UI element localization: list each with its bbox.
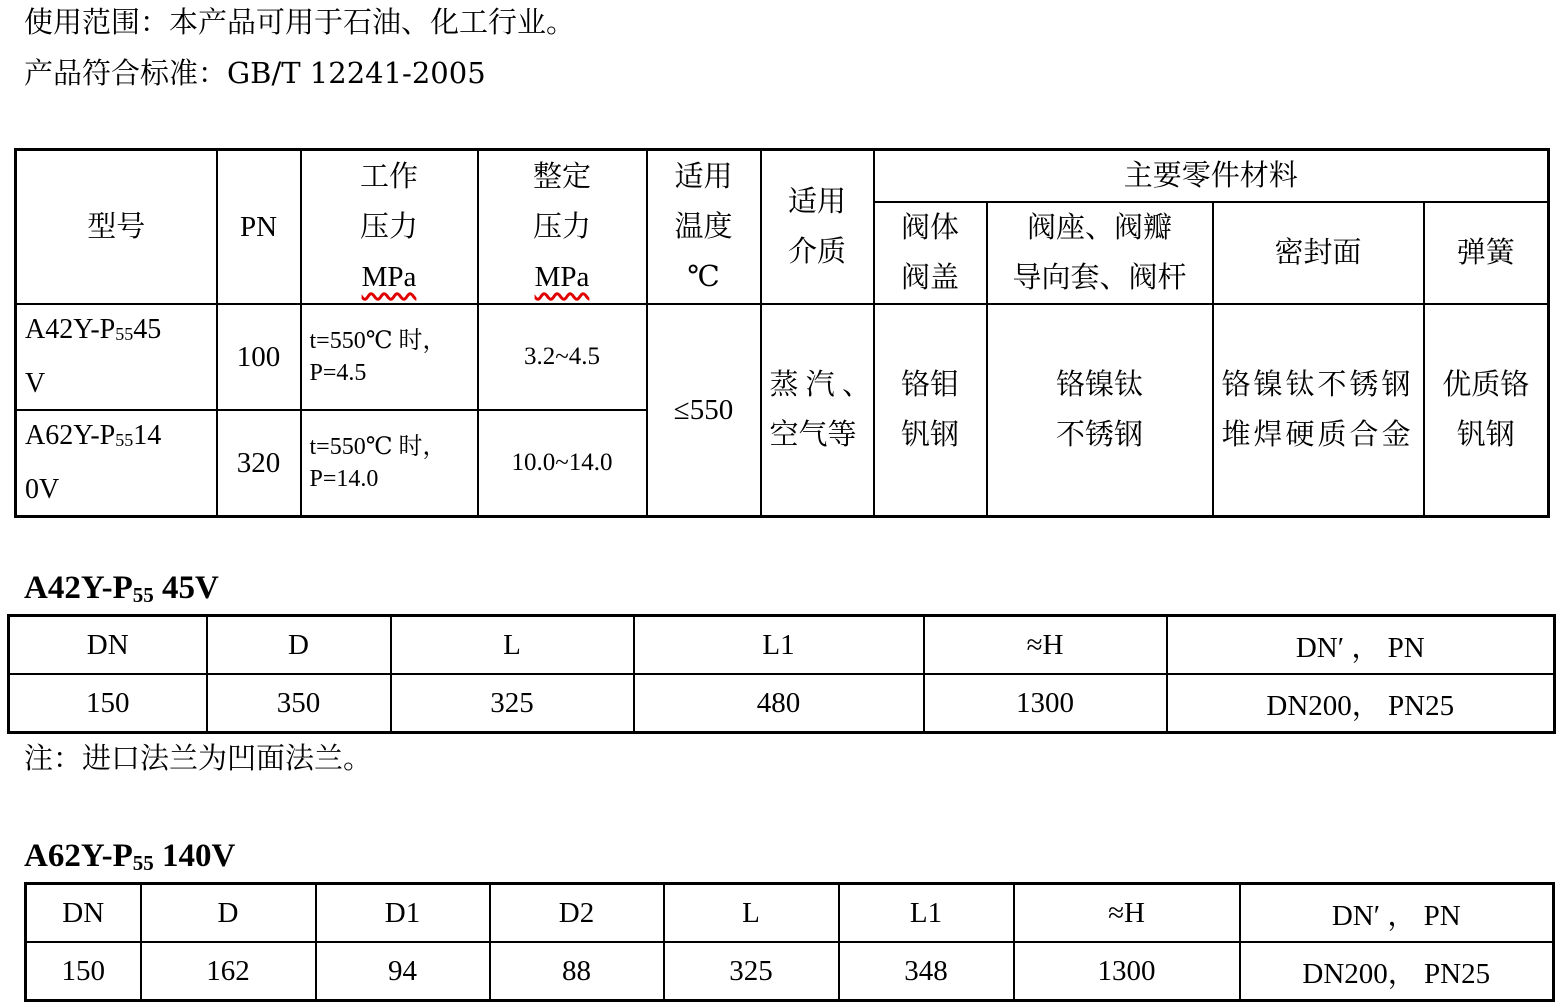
table-header-row xyxy=(26,884,1554,943)
table-row: 150 162 94 88 325 348 1300 DN200， PN25 xyxy=(26,942,1554,1001)
dimension-table-a42y xyxy=(7,614,1556,734)
pn-cell: 320 xyxy=(217,410,301,517)
dimension-table-a62y xyxy=(24,882,1555,1002)
col-l: L xyxy=(664,884,839,943)
col-d2: D2 xyxy=(490,884,664,943)
col-d: D xyxy=(207,616,391,675)
temperature-cell: ≤550 xyxy=(647,304,761,517)
standard-text: 产品符合标准：GB/T 12241-2005 xyxy=(24,56,486,90)
header-spring: 弹簧 xyxy=(1424,202,1549,304)
model-cell: $A62Y-P_{55}14$ 0V xyxy=(16,410,217,517)
header-temperature: 适用 温度 ℃ xyxy=(647,150,761,305)
seal-material-cell: 铬镍钛不锈钢 堆焊硬质合金 xyxy=(1213,304,1424,517)
col-dn-pn: DN′ ， PN xyxy=(1240,884,1554,943)
set-pressure-cell: 3.2~4.5 xyxy=(478,304,647,410)
model-cell: $A42Y-P_{55}45$ V xyxy=(16,304,217,410)
medium-cell: 蒸 汽 、 空气等 xyxy=(761,304,874,517)
body-material-cell: 铬钼 钒钢 xyxy=(874,304,987,517)
col-dn-pn: DN′ ， PN xyxy=(1167,616,1555,675)
header-seat: 阀座、阀瓣 导向套、阀杆 xyxy=(987,202,1213,304)
section2-title: $A62Y-P_{55}$ 140V xyxy=(24,838,236,875)
header-medium: 适用 介质 xyxy=(761,150,874,305)
col-h: ≈H xyxy=(924,616,1167,675)
header-work-pressure: 工作 压力 MPa xyxy=(301,150,478,305)
table-row xyxy=(16,304,1549,410)
flange-note: 注：进口法兰为凹面法兰。 xyxy=(24,741,373,775)
spring-material-cell: 优质铬 钒钢 xyxy=(1424,304,1549,517)
pn-cell: 100 xyxy=(217,304,301,410)
col-l: L xyxy=(391,616,634,675)
work-pressure-cell: t=550℃ 时， P=4.5 xyxy=(301,304,478,410)
work-pressure-cell: t=550℃ 时， P=14.0 xyxy=(301,410,478,517)
table-row: 150 350 325 480 1300 DN200， PN25 xyxy=(9,674,1555,733)
set-pressure-cell: 10.0~14.0 xyxy=(478,410,647,517)
header-seal: 密封面 xyxy=(1213,202,1424,304)
col-l1: L1 xyxy=(634,616,924,675)
header-pn: PN xyxy=(217,150,301,305)
section1-title: $A42Y-P_{55}$ 45V xyxy=(24,570,219,607)
col-h: ≈H xyxy=(1014,884,1240,943)
col-d1: D1 xyxy=(316,884,490,943)
col-dn: DN xyxy=(26,884,141,943)
seat-material-cell: 铬镍钛 不锈钢 xyxy=(987,304,1213,517)
col-dn: DN xyxy=(9,616,207,675)
col-l1: L1 xyxy=(839,884,1014,943)
header-body: 阀体 阀盖 xyxy=(874,202,987,304)
usage-text: 使用范围：本产品可用于石油、化工行业。 xyxy=(24,5,576,39)
header-materials: 主要零件材料 xyxy=(874,150,1549,203)
col-d: D xyxy=(141,884,316,943)
spec-table xyxy=(14,148,1550,518)
header-set-pressure: 整定 压力 MPa xyxy=(478,150,647,305)
header-model: 型号 xyxy=(16,150,217,305)
table-header-row xyxy=(9,616,1555,675)
